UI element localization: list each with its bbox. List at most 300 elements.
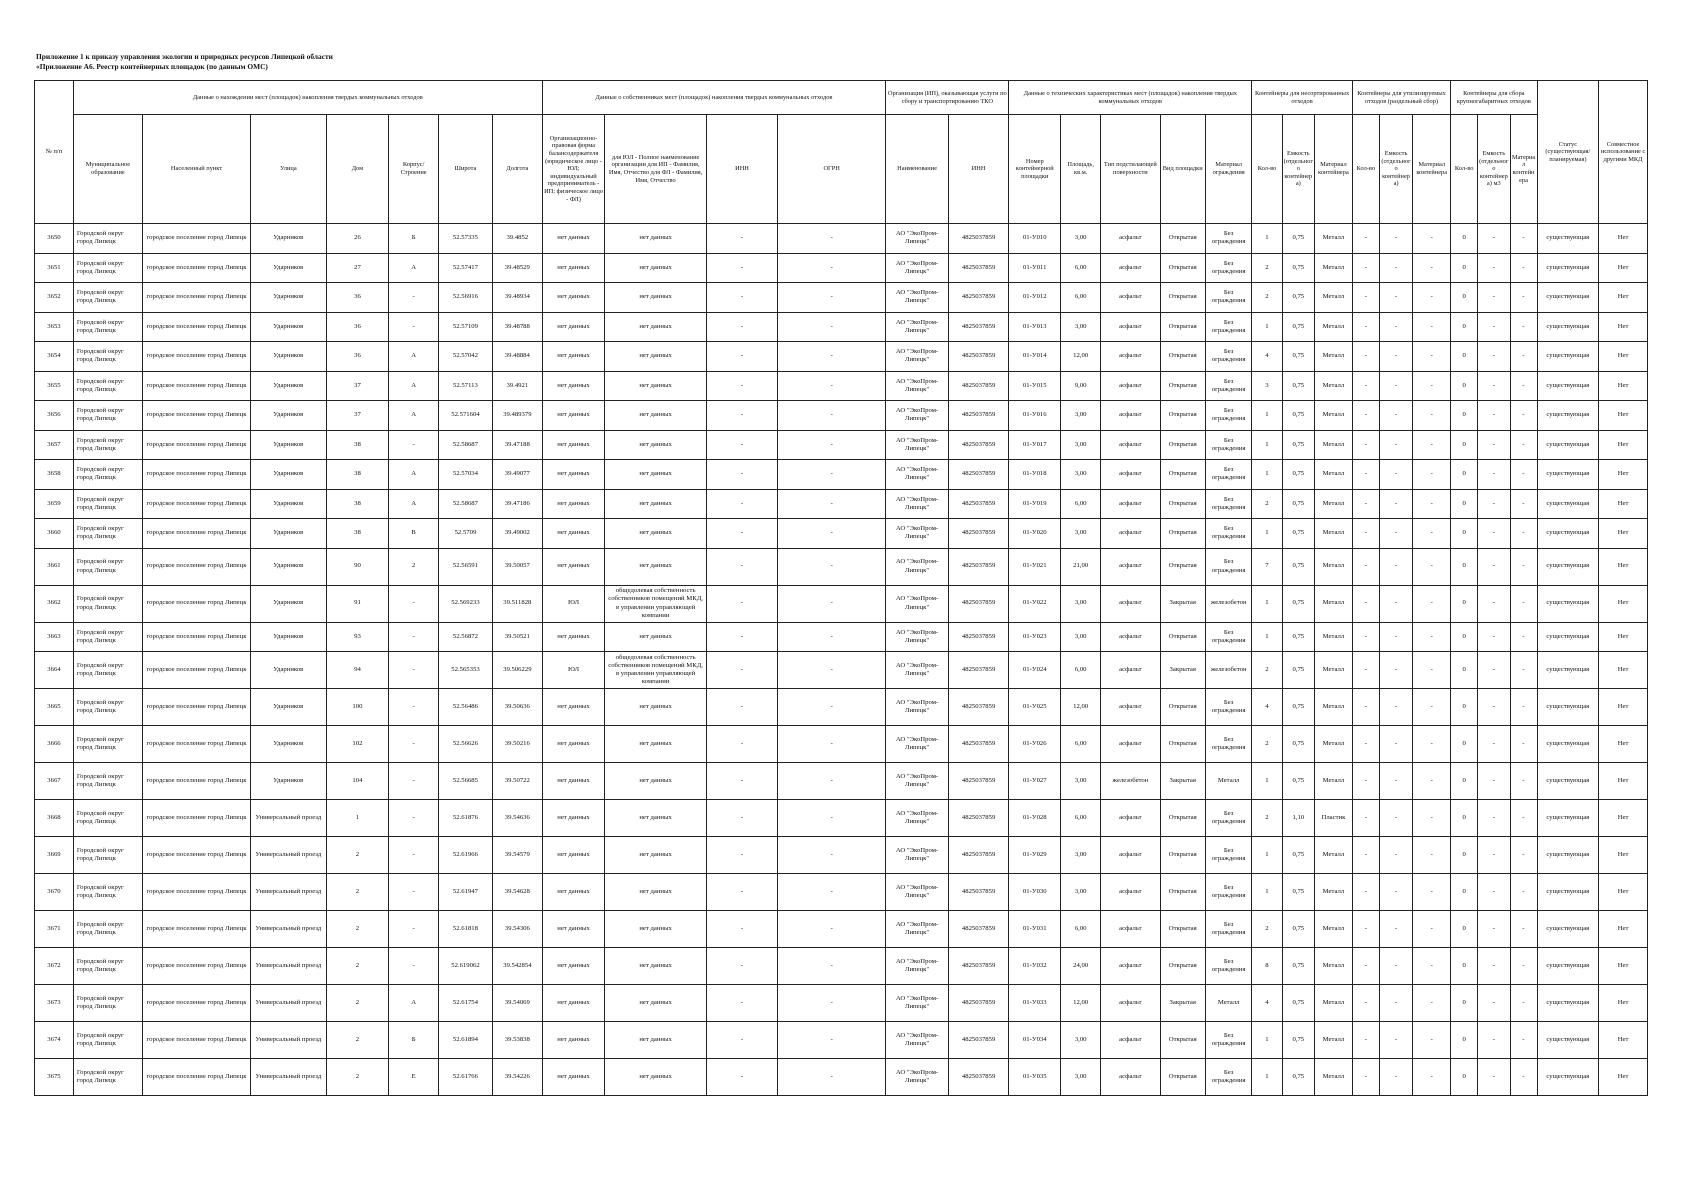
bulky-capacity-cell: - (1478, 800, 1510, 837)
fence-cell: Металл (1205, 763, 1251, 800)
recycled-material-cell: - (1413, 519, 1451, 549)
bulky-count-cell: 0 (1451, 253, 1478, 283)
operator-name-cell: АО "ЭкоПром-Липецк" (886, 489, 949, 519)
fence-cell: Без ограждения (1205, 911, 1251, 948)
building-cell: - (389, 874, 439, 911)
operator-name-cell: АО "ЭкоПром-Липецк" (886, 837, 949, 874)
document-header (36, 52, 333, 72)
owner-ogrn-cell: - (778, 312, 886, 342)
operator-inn-cell: 4825037859 (948, 401, 1008, 431)
recycled-count-cell: - (1352, 911, 1379, 948)
municipality-cell: Городской округ город Липецк (73, 312, 142, 342)
row-number: 3659 (35, 489, 74, 519)
legal-form-cell: нет данных (542, 763, 605, 800)
house-cell: 1 (326, 800, 389, 837)
unsorted-capacity-cell: 0,75 (1282, 874, 1314, 911)
latitude-cell: 52.57034 (438, 460, 492, 490)
operator-inn-cell: 4825037859 (948, 283, 1008, 313)
bulky-material-cell: - (1510, 689, 1537, 726)
owner-inn-cell: - (706, 948, 777, 985)
latitude-cell: 52.57335 (438, 224, 492, 254)
bulky-count-cell: 0 (1451, 652, 1478, 689)
longitude-cell: 39.54306 (492, 911, 542, 948)
operator-inn-cell: 4825037859 (948, 1022, 1008, 1059)
legal-form-cell: нет данных (542, 342, 605, 372)
site-type-cell: Открытая (1160, 1022, 1205, 1059)
bulky-count-cell: 0 (1451, 874, 1478, 911)
bulky-capacity-cell: - (1478, 401, 1510, 431)
bulky-material-cell: - (1510, 371, 1537, 401)
status-cell: существующая (1537, 874, 1599, 911)
owner-name-cell: нет данных (605, 253, 707, 283)
owner-ogrn-cell: - (778, 401, 886, 431)
owner-inn-cell: - (706, 874, 777, 911)
recycled-capacity-cell: - (1379, 874, 1412, 911)
col-area: Площадь, кв.м. (1061, 115, 1101, 224)
house-cell: 2 (326, 1022, 389, 1059)
recycled-capacity-cell: - (1379, 837, 1412, 874)
row-number: 3661 (35, 548, 74, 585)
recycled-material-cell: - (1413, 342, 1451, 372)
bulky-capacity-cell: - (1478, 948, 1510, 985)
longitude-cell: 39.4852 (492, 224, 542, 254)
status-cell: существующая (1537, 763, 1599, 800)
recycled-material-cell: - (1413, 911, 1451, 948)
legal-form-cell: нет данных (542, 800, 605, 837)
settlement-cell: городское поселение город Липецк (143, 224, 251, 254)
col-legal-form: Организационно-правовая форма балансодержателя (юридическое лицо - ЮЛ; индивидуальный предприниматель - ИП; физическое лицо - ФЛ) (542, 115, 605, 224)
col-site-type: Вид площадки (1160, 115, 1205, 224)
settlement-cell: городское поселение город Липецк (143, 342, 251, 372)
owner-ogrn-cell: - (778, 430, 886, 460)
shared-use-cell: Нет (1599, 948, 1648, 985)
unsorted-capacity-cell: 0,75 (1282, 312, 1314, 342)
site-number-cell: 01-У014 (1009, 342, 1061, 372)
table-row (35, 342, 1648, 372)
unsorted-capacity-cell: 0,75 (1282, 401, 1314, 431)
site-type-cell: Открытая (1160, 342, 1205, 372)
longitude-cell: 39.50216 (492, 726, 542, 763)
owner-name-cell: нет данных (605, 548, 707, 585)
recycled-material-cell: - (1413, 585, 1451, 622)
unsorted-count-cell: 2 (1252, 800, 1282, 837)
site-number-cell: 01-У026 (1009, 726, 1061, 763)
bulky-capacity-cell: - (1478, 1059, 1510, 1096)
site-number-cell: 01-У028 (1009, 800, 1061, 837)
building-cell: А (389, 253, 439, 283)
operator-inn-cell: 4825037859 (948, 371, 1008, 401)
operator-name-cell: АО "ЭкоПром-Липецк" (886, 585, 949, 622)
unsorted-material-cell: Металл (1315, 519, 1353, 549)
municipality-cell: Городской округ город Липецк (73, 548, 142, 585)
fence-cell: железобетон (1205, 652, 1251, 689)
owner-ogrn-cell: - (778, 585, 886, 622)
surface-cell: асфальт (1101, 837, 1160, 874)
unsorted-material-cell: Металл (1315, 460, 1353, 490)
bulky-material-cell: - (1510, 837, 1537, 874)
row-number: 3654 (35, 342, 74, 372)
bulky-capacity-cell: - (1478, 689, 1510, 726)
recycled-count-cell: - (1352, 622, 1379, 652)
street-cell: Универсальный проезд (251, 874, 327, 911)
latitude-cell: 52.58687 (438, 489, 492, 519)
municipality-cell: Городской округ город Липецк (73, 342, 142, 372)
status-cell: существующая (1537, 371, 1599, 401)
owner-ogrn-cell: - (778, 489, 886, 519)
bulky-capacity-cell: - (1478, 874, 1510, 911)
street-cell: Ударников (251, 224, 327, 254)
unsorted-capacity-cell: 0,75 (1282, 585, 1314, 622)
longitude-cell: 39.48529 (492, 253, 542, 283)
building-cell: - (389, 911, 439, 948)
site-number-cell: 01-У033 (1009, 985, 1061, 1022)
owner-name-cell: нет данных (605, 371, 707, 401)
owner-name-cell: нет данных (605, 726, 707, 763)
owner-name-cell: нет данных (605, 622, 707, 652)
fence-cell: Без ограждения (1205, 460, 1251, 490)
recycled-count-cell: - (1352, 253, 1379, 283)
bulky-material-cell: - (1510, 519, 1537, 549)
legal-form-cell: нет данных (542, 1022, 605, 1059)
bulky-count-cell: 0 (1451, 489, 1478, 519)
legal-form-cell: нет данных (542, 548, 605, 585)
unsorted-count-cell: 1 (1252, 224, 1282, 254)
unsorted-count-cell: 1 (1252, 519, 1282, 549)
recycled-capacity-cell: - (1379, 1022, 1412, 1059)
unsorted-capacity-cell: 0,75 (1282, 224, 1314, 254)
site-type-cell: Открытая (1160, 837, 1205, 874)
unsorted-material-cell: Металл (1315, 911, 1353, 948)
unsorted-count-cell: 2 (1252, 253, 1282, 283)
shared-use-cell: Нет (1599, 371, 1648, 401)
legal-form-cell: нет данных (542, 874, 605, 911)
owner-name-cell: нет данных (605, 283, 707, 313)
recycled-count-cell: - (1352, 548, 1379, 585)
owner-ogrn-cell: - (778, 948, 886, 985)
legal-form-cell: нет данных (542, 401, 605, 431)
shared-use-cell: Нет (1599, 585, 1648, 622)
operator-inn-cell: 4825037859 (948, 837, 1008, 874)
latitude-cell: 52.61966 (438, 837, 492, 874)
house-cell: 38 (326, 430, 389, 460)
operator-name-cell: АО "ЭкоПром-Липецк" (886, 652, 949, 689)
street-cell: Ударников (251, 652, 327, 689)
status-cell: существующая (1537, 224, 1599, 254)
recycled-count-cell: - (1352, 489, 1379, 519)
operator-inn-cell: 4825037859 (948, 430, 1008, 460)
unsorted-material-cell: Металл (1315, 283, 1353, 313)
street-cell: Ударников (251, 460, 327, 490)
surface-cell: асфальт (1101, 911, 1160, 948)
bulky-count-cell: 0 (1451, 371, 1478, 401)
site-number-cell: 01-У034 (1009, 1022, 1061, 1059)
owner-ogrn-cell: - (778, 726, 886, 763)
legal-form-cell: нет данных (542, 460, 605, 490)
bulky-capacity-cell: - (1478, 283, 1510, 313)
bulky-material-cell: - (1510, 985, 1537, 1022)
legal-form-cell: нет данных (542, 948, 605, 985)
table-row (35, 652, 1648, 689)
unsorted-count-cell: 3 (1252, 371, 1282, 401)
recycled-material-cell: - (1413, 460, 1451, 490)
owner-name-cell: нет данных (605, 1059, 707, 1096)
recycled-capacity-cell: - (1379, 800, 1412, 837)
recycled-capacity-cell: - (1379, 1059, 1412, 1096)
table-row (35, 253, 1648, 283)
status-cell: существующая (1537, 1059, 1599, 1096)
owner-name-cell: нет данных (605, 985, 707, 1022)
fence-cell: Без ограждения (1205, 342, 1251, 372)
bulky-count-cell: 0 (1451, 689, 1478, 726)
site-type-cell: Открытая (1160, 874, 1205, 911)
group-location: Данные о нахождении мест (площадок) накопления твердых коммунальных отходов (73, 81, 542, 115)
unsorted-capacity-cell: 0,75 (1282, 548, 1314, 585)
bulky-capacity-cell: - (1478, 652, 1510, 689)
owner-inn-cell: - (706, 985, 777, 1022)
recycled-capacity-cell: - (1379, 430, 1412, 460)
operator-name-cell: АО "ЭкоПром-Липецк" (886, 283, 949, 313)
surface-cell: асфальт (1101, 312, 1160, 342)
header-column-row (35, 115, 1648, 224)
owner-name-cell: нет данных (605, 519, 707, 549)
site-number-cell: 01-У010 (1009, 224, 1061, 254)
operator-inn-cell: 4825037859 (948, 763, 1008, 800)
municipality-cell: Городской округ город Липецк (73, 800, 142, 837)
area-cell: 3,00 (1061, 837, 1101, 874)
owner-name-cell: нет данных (605, 401, 707, 431)
bulky-material-cell: - (1510, 489, 1537, 519)
unsorted-material-cell: Металл (1315, 652, 1353, 689)
latitude-cell: 52.58687 (438, 430, 492, 460)
surface-cell: асфальт (1101, 800, 1160, 837)
unsorted-count-cell: 7 (1252, 548, 1282, 585)
table-row (35, 911, 1648, 948)
col-fence: Материал ограждения (1205, 115, 1251, 224)
street-cell: Универсальный проезд (251, 985, 327, 1022)
municipality-cell: Городской округ город Липецк (73, 1059, 142, 1096)
operator-name-cell: АО "ЭкоПром-Липецк" (886, 253, 949, 283)
owner-name-cell: нет данных (605, 430, 707, 460)
building-cell: - (389, 622, 439, 652)
table-row (35, 548, 1648, 585)
bulky-count-cell: 0 (1451, 1022, 1478, 1059)
shared-use-cell: Нет (1599, 985, 1648, 1022)
street-cell: Ударников (251, 253, 327, 283)
unsorted-capacity-cell: 0,75 (1282, 689, 1314, 726)
recycled-capacity-cell: - (1379, 253, 1412, 283)
site-number-cell: 01-У023 (1009, 622, 1061, 652)
house-cell: 26 (326, 224, 389, 254)
owner-ogrn-cell: - (778, 371, 886, 401)
recycled-capacity-cell: - (1379, 652, 1412, 689)
table-row (35, 283, 1648, 313)
legal-form-cell: нет данных (542, 489, 605, 519)
unsorted-count-cell: 2 (1252, 283, 1282, 313)
unsorted-count-cell: 1 (1252, 1059, 1282, 1096)
group-operator: Организация (ИП), оказывающая услуги по сбору и транспортированию ТКО (886, 81, 1009, 115)
unsorted-capacity-cell: 0,75 (1282, 342, 1314, 372)
row-number: 3671 (35, 911, 74, 948)
fence-cell: Металл (1205, 985, 1251, 1022)
owner-ogrn-cell: - (778, 1059, 886, 1096)
bulky-count-cell: 0 (1451, 312, 1478, 342)
owner-ogrn-cell: - (778, 342, 886, 372)
legal-form-cell: нет данных (542, 224, 605, 254)
status-cell: существующая (1537, 652, 1599, 689)
building-cell: А (389, 489, 439, 519)
table-row (35, 622, 1648, 652)
row-number: 3656 (35, 401, 74, 431)
bulky-capacity-cell: - (1478, 371, 1510, 401)
settlement-cell: городское поселение город Липецк (143, 519, 251, 549)
municipality-cell: Городской округ город Липецк (73, 874, 142, 911)
status-cell: существующая (1537, 430, 1599, 460)
unsorted-material-cell: Металл (1315, 585, 1353, 622)
unsorted-capacity-cell: 0,75 (1282, 911, 1314, 948)
table-row (35, 800, 1648, 837)
unsorted-material-cell: Металл (1315, 985, 1353, 1022)
row-number: 3673 (35, 985, 74, 1022)
owner-inn-cell: - (706, 283, 777, 313)
bulky-count-cell: 0 (1451, 401, 1478, 431)
site-type-cell: Открытая (1160, 312, 1205, 342)
col-surface: Тип подстилающей поверхности (1101, 115, 1160, 224)
col-status: Статус (существующая/планируемая) (1537, 81, 1599, 224)
legal-form-cell: нет данных (542, 726, 605, 763)
owner-inn-cell: - (706, 430, 777, 460)
recycled-material-cell: - (1413, 948, 1451, 985)
fence-cell: Без ограждения (1205, 726, 1251, 763)
unsorted-count-cell: 8 (1252, 948, 1282, 985)
row-number: 3664 (35, 652, 74, 689)
status-cell: существующая (1537, 253, 1599, 283)
owner-inn-cell: - (706, 342, 777, 372)
owner-inn-cell: - (706, 1059, 777, 1096)
owner-ogrn-cell: - (778, 763, 886, 800)
house-cell: 90 (326, 548, 389, 585)
col-recycled-capacity: Емкость (отдельного контейнера) (1379, 115, 1412, 224)
street-cell: Ударников (251, 622, 327, 652)
owner-name-cell: нет данных (605, 689, 707, 726)
row-number: 3675 (35, 1059, 74, 1096)
unsorted-capacity-cell: 0,75 (1282, 985, 1314, 1022)
operator-inn-cell: 4825037859 (948, 622, 1008, 652)
owner-inn-cell: - (706, 519, 777, 549)
table-row (35, 874, 1648, 911)
operator-inn-cell: 4825037859 (948, 726, 1008, 763)
operator-name-cell: АО "ЭкоПром-Липецк" (886, 948, 949, 985)
recycled-capacity-cell: - (1379, 763, 1412, 800)
fence-cell: Без ограждения (1205, 837, 1251, 874)
municipality-cell: Городской округ город Липецк (73, 489, 142, 519)
surface-cell: железобетон (1101, 763, 1160, 800)
legal-form-cell: нет данных (542, 519, 605, 549)
status-cell: существующая (1537, 689, 1599, 726)
surface-cell: асфальт (1101, 548, 1160, 585)
street-cell: Универсальный проезд (251, 1059, 327, 1096)
bulky-material-cell: - (1510, 253, 1537, 283)
recycled-material-cell: - (1413, 1022, 1451, 1059)
street-cell: Ударников (251, 585, 327, 622)
site-number-cell: 01-У019 (1009, 489, 1061, 519)
unsorted-material-cell: Металл (1315, 548, 1353, 585)
table-row (35, 371, 1648, 401)
area-cell: 3,00 (1061, 312, 1101, 342)
building-cell: - (389, 689, 439, 726)
surface-cell: асфальт (1101, 726, 1160, 763)
bulky-material-cell: - (1510, 430, 1537, 460)
shared-use-cell: Нет (1599, 763, 1648, 800)
longitude-cell: 39.50722 (492, 763, 542, 800)
operator-name-cell: АО "ЭкоПром-Липецк" (886, 1022, 949, 1059)
shared-use-cell: Нет (1599, 224, 1648, 254)
site-type-cell: Открытая (1160, 430, 1205, 460)
settlement-cell: городское поселение город Липецк (143, 948, 251, 985)
recycled-material-cell: - (1413, 401, 1451, 431)
header-line-1: Приложение 1 к приказу управления экологии и природных ресурсов Липецкой области (36, 52, 333, 61)
area-cell: 6,00 (1061, 489, 1101, 519)
latitude-cell: 52.61818 (438, 911, 492, 948)
municipality-cell: Городской округ город Липецк (73, 371, 142, 401)
house-cell: 2 (326, 985, 389, 1022)
status-cell: существующая (1537, 911, 1599, 948)
operator-inn-cell: 4825037859 (948, 800, 1008, 837)
municipality-cell: Городской округ город Липецк (73, 519, 142, 549)
municipality-cell: Городской округ город Липецк (73, 652, 142, 689)
recycled-capacity-cell: - (1379, 489, 1412, 519)
col-recycled-material: Материал контейнера (1413, 115, 1451, 224)
building-cell: - (389, 837, 439, 874)
operator-name-cell: АО "ЭкоПром-Липецк" (886, 800, 949, 837)
surface-cell: асфальт (1101, 985, 1160, 1022)
owner-ogrn-cell: - (778, 911, 886, 948)
recycled-material-cell: - (1413, 548, 1451, 585)
col-unsorted-count: Кол-во (1252, 115, 1282, 224)
status-cell: существующая (1537, 283, 1599, 313)
row-number: 3672 (35, 948, 74, 985)
area-cell: 3,00 (1061, 585, 1101, 622)
bulky-count-cell: 0 (1451, 1059, 1478, 1096)
unsorted-material-cell: Металл (1315, 763, 1353, 800)
unsorted-capacity-cell: 0,75 (1282, 371, 1314, 401)
unsorted-capacity-cell: 0,75 (1282, 837, 1314, 874)
unsorted-count-cell: 1 (1252, 837, 1282, 874)
site-type-cell: Открытая (1160, 622, 1205, 652)
unsorted-material-cell: Металл (1315, 430, 1353, 460)
recycled-material-cell: - (1413, 622, 1451, 652)
operator-inn-cell: 4825037859 (948, 253, 1008, 283)
status-cell: существующая (1537, 1022, 1599, 1059)
latitude-cell: 52.57042 (438, 342, 492, 372)
col-owner-inn: ИНН (706, 115, 777, 224)
bulky-material-cell: - (1510, 726, 1537, 763)
header-line-2: «Приложение А6. Реестр контейнерных площадок (по данным ОМС) (36, 62, 268, 71)
recycled-count-cell: - (1352, 837, 1379, 874)
street-cell: Ударников (251, 401, 327, 431)
bulky-material-cell: - (1510, 585, 1537, 622)
building-cell: - (389, 430, 439, 460)
unsorted-capacity-cell: 0,75 (1282, 763, 1314, 800)
unsorted-capacity-cell: 0,75 (1282, 430, 1314, 460)
fence-cell: Без ограждения (1205, 283, 1251, 313)
operator-name-cell: АО "ЭкоПром-Липецк" (886, 985, 949, 1022)
bulky-capacity-cell: - (1478, 519, 1510, 549)
unsorted-material-cell: Пластик (1315, 800, 1353, 837)
owner-name-cell: нет данных (605, 763, 707, 800)
longitude-cell: 39.542854 (492, 948, 542, 985)
building-cell: - (389, 763, 439, 800)
legal-form-cell: нет данных (542, 837, 605, 874)
